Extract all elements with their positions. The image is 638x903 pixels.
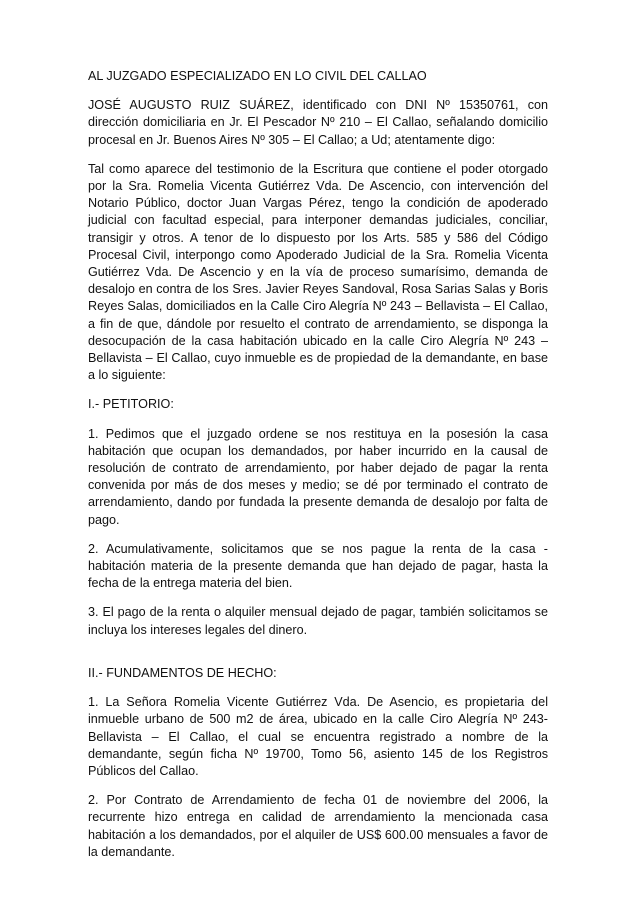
intro-paragraph: JOSÉ AUGUSTO RUIZ SUÁREZ, identificado con DNI Nº 15350761, con dirección domiciliaria en Jr. El Pescador Nº 210 – El Callao, señalando domicilio procesal en Jr. Buenos Aires Nº 305 – El Callao; a Ud; atentamente digo: xyxy=(88,98,548,147)
fundamentos-item-1: 1. La Señora Romelia Vicente Gutiérrez Vda. De Asencio, es propietaria del inmueble urbano de 500 m2 de área, ubicado en la calle Ciro Alegría Nº 243-Bellavista – El Callao, el cual se encuentra registrado a nombre de la demandante, según ficha Nº 19700, Tomo 56, asiento 145 de los Registros Públicos del Callao. xyxy=(88,695,548,778)
petitorio-item-1: 1. Pedimos que el juzgado ordene se nos restituya en la posesión la casa habitación que ocupan los demandados, por haber incurrido en la causal de resolución de contrato de arrendamiento, por haber dejado de pagar la renta convenida por más de dos meses y medio; se dé por terminado el contrato de arrendamiento, dando por fundada la presente demanda de desalojo por falta de pago. xyxy=(88,426,548,527)
petitorio-heading: I.- PETITORIO: xyxy=(88,397,174,412)
fundamentos-item-2: 2. Por Contrato de Arrendamiento de fecha 01 de noviembre del 2006, la recurrente hizo entrega en calidad de arrendamiento la mencionada casa habitación a los demandados, por el alquiler de US$ 600.00 mensuales a favor de la demandante. xyxy=(88,793,548,859)
document-body xyxy=(88,68,548,861)
fundamentos-heading: II.- FUNDAMENTOS DE HECHO: xyxy=(88,665,277,680)
body-paragraph: Tal como aparece del testimonio de la Escritura que contiene el poder otorgado por la Sra. Romelia Vicenta Gutiérrez Vda. De Ascencio, con intervención del Notario Público, doctor Juan Vargas Pérez, tengo la condición de apoderado judicial con facultad especial, para interponer demandas judiciales, conciliar, transigir y otros. A tenor de lo dispuesto por los Arts. 585 y 586 del Código Procesal Civil, interpongo como Apoderado Judicial de la Sra. Romelia Vicenta Gutiérrez Vda. De Ascencio y en la vía de proceso sumarísimo, demanda de desalojo en contra de los Sres. Javier Reyes Sandoval, Rosa Sarias Salas y Boris Reyes Salas, domiciliados en la Calle Ciro Alegría Nº 243 – Bellavista – El Callao, a fin de que, dándole por resuelto el contrato de arrendamiento, se disponga la desocupación de la casa habitación ubicado en la calle Ciro Alegría Nº 243 – Bellavista – El Callao, cuyo inmueble es de propiedad de la demandante, en base a lo siguiente: xyxy=(88,161,548,383)
addressee-line: AL JUZGADO ESPECIALIZADO EN LO CIVIL DEL CALLAO xyxy=(88,69,427,83)
petitorio-item-2: 2. Acumulativamente, solicitamos que se nos pague la renta de la casa -habitación materia de la presente demanda que han dejado de pagar, hasta la fecha de la entrega materia del bien. xyxy=(88,541,548,591)
petitorio-item-3: 3. El pago de la renta o alquiler mensual dejado de pagar, también solicitamos se incluya los intereses legales del dinero. xyxy=(88,605,548,637)
